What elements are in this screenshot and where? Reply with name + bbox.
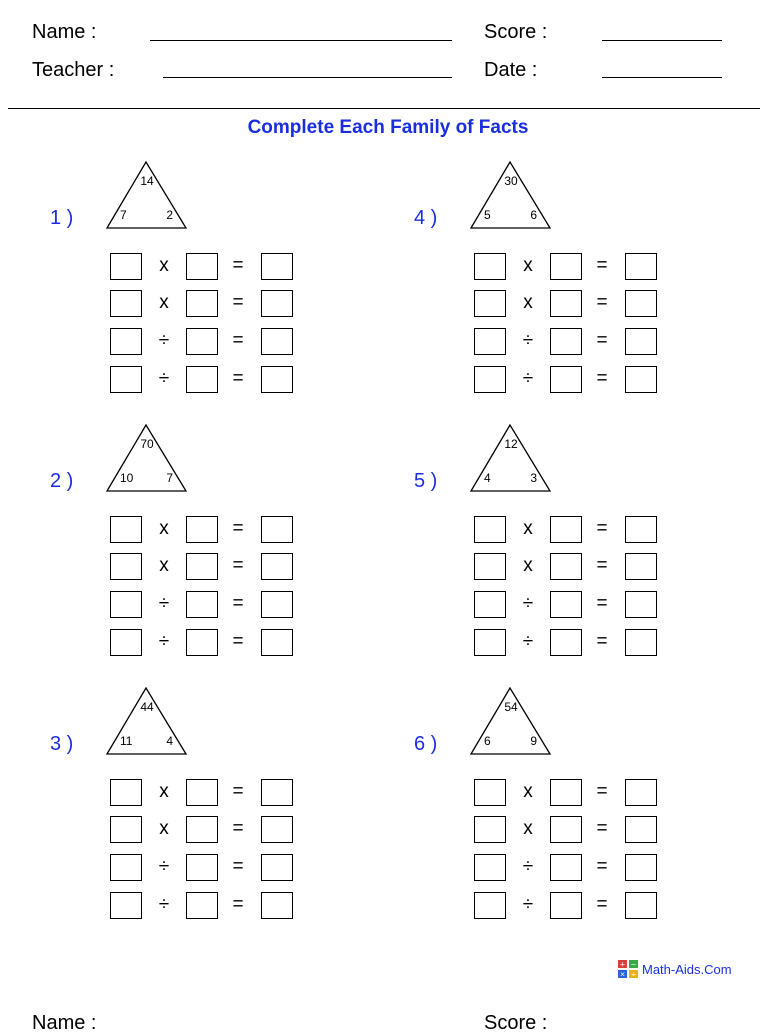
answer-box[interactable] [474, 516, 506, 543]
triangle-shape [104, 423, 189, 493]
next-page-name-label: Name : [32, 1012, 97, 1034]
answer-box[interactable] [550, 591, 582, 618]
svg-text:+: + [619, 960, 626, 969]
answer-box[interactable] [261, 854, 293, 881]
equals-sign: = [596, 856, 608, 877]
fact-equation-row [414, 366, 754, 394]
problem-6 [414, 686, 754, 926]
fact-triangle [468, 423, 553, 493]
answer-box[interactable] [110, 290, 142, 317]
answer-box[interactable] [625, 516, 657, 543]
operator: ÷ [158, 368, 170, 389]
answer-box[interactable] [625, 328, 657, 355]
triangle-shape [468, 423, 553, 493]
triangle-left-number: 10 [120, 471, 134, 485]
operator: ÷ [158, 593, 170, 614]
problem-1 [50, 160, 390, 400]
answer-box[interactable] [625, 854, 657, 881]
equals-sign: = [596, 292, 608, 313]
answer-box[interactable] [186, 892, 218, 919]
answer-box[interactable] [186, 290, 218, 317]
answer-box[interactable] [110, 553, 142, 580]
answer-box[interactable] [625, 591, 657, 618]
teacher-field-line[interactable] [163, 77, 452, 78]
answer-box[interactable] [186, 779, 218, 806]
answer-box[interactable] [186, 328, 218, 355]
answer-box[interactable] [474, 816, 506, 843]
answer-box[interactable] [550, 816, 582, 843]
fact-equation-row [50, 629, 390, 657]
operator: x [523, 518, 533, 539]
fact-equation-row [414, 779, 754, 807]
answer-box[interactable] [261, 366, 293, 393]
fact-triangle [468, 686, 553, 756]
operator: x [523, 292, 533, 313]
answer-box[interactable] [625, 366, 657, 393]
problem-2 [50, 423, 390, 663]
problem-3 [50, 686, 390, 926]
answer-box[interactable] [261, 779, 293, 806]
answer-box[interactable] [550, 253, 582, 280]
answer-box[interactable] [625, 253, 657, 280]
triangle-top-number: 12 [504, 437, 518, 451]
equals-sign: = [596, 593, 608, 614]
equals-sign: = [596, 631, 608, 652]
fact-equation-row [414, 591, 754, 619]
answer-box[interactable] [186, 253, 218, 280]
fact-equation-row [414, 253, 754, 281]
fact-equation-row [414, 328, 754, 356]
triangle-left-number: 5 [484, 208, 491, 222]
answer-box[interactable] [474, 854, 506, 881]
answer-box[interactable] [625, 779, 657, 806]
date-label: Date : [484, 59, 538, 81]
operator: ÷ [522, 631, 534, 652]
answer-box[interactable] [110, 854, 142, 881]
equals-sign: = [232, 781, 244, 802]
answer-box[interactable] [186, 629, 218, 656]
problem-number: 2 ) [50, 470, 74, 492]
operator: x [523, 781, 533, 802]
fact-equation-row [414, 892, 754, 920]
equals-sign: = [596, 894, 608, 915]
operator: x [523, 255, 533, 276]
operator: ÷ [522, 856, 534, 877]
answer-box[interactable] [474, 779, 506, 806]
answer-box[interactable] [474, 591, 506, 618]
score-field-line[interactable] [602, 40, 722, 41]
fact-triangle [104, 160, 189, 230]
answer-box[interactable] [550, 366, 582, 393]
problem-number: 5 ) [414, 470, 438, 492]
answer-box[interactable] [474, 290, 506, 317]
answer-box[interactable] [625, 892, 657, 919]
operator: ÷ [158, 856, 170, 877]
answer-box[interactable] [110, 629, 142, 656]
fact-equation-row [50, 366, 390, 394]
equals-sign: = [232, 555, 244, 576]
answer-box[interactable] [186, 816, 218, 843]
answer-box[interactable] [550, 516, 582, 543]
fact-equation-row [50, 516, 390, 544]
fact-equation-row [50, 328, 390, 356]
fact-equation-row [50, 253, 390, 281]
answer-box[interactable] [474, 328, 506, 355]
fact-equation-row [50, 816, 390, 844]
operator: x [159, 781, 169, 802]
triangle-left-number: 6 [484, 734, 491, 748]
answer-box[interactable] [261, 290, 293, 317]
fact-equation-row [414, 816, 754, 844]
equals-sign: = [232, 818, 244, 839]
answer-box[interactable] [186, 516, 218, 543]
answer-box[interactable] [550, 328, 582, 355]
answer-box[interactable] [261, 591, 293, 618]
answer-box[interactable] [261, 253, 293, 280]
brand-footer [618, 960, 732, 981]
problem-number: 3 ) [50, 733, 74, 755]
fact-equation-row [414, 854, 754, 882]
answer-box[interactable] [110, 591, 142, 618]
triangle-shape [468, 686, 553, 756]
triangle-top-number: 44 [140, 700, 154, 714]
name-label: Name : [32, 21, 97, 43]
date-field-line[interactable] [602, 77, 722, 78]
answer-box[interactable] [110, 516, 142, 543]
equals-sign: = [232, 593, 244, 614]
answer-box[interactable] [550, 892, 582, 919]
answer-box[interactable] [261, 816, 293, 843]
answer-box[interactable] [261, 892, 293, 919]
fact-equation-row [50, 591, 390, 619]
svg-text:×: × [619, 970, 626, 978]
teacher-label: Teacher : [32, 59, 115, 81]
answer-box[interactable] [474, 553, 506, 580]
equals-sign: = [596, 255, 608, 276]
equals-sign: = [596, 555, 608, 576]
answer-box[interactable] [261, 553, 293, 580]
next-page-score-label: Score : [484, 1012, 548, 1034]
operator: x [523, 555, 533, 576]
equals-sign: = [232, 518, 244, 539]
triangle-shape [104, 160, 189, 230]
fact-equation-row [414, 553, 754, 581]
operator: ÷ [158, 330, 170, 351]
triangle-right-number: 9 [530, 734, 537, 748]
fact-equation-row [50, 290, 390, 318]
fact-triangle [468, 160, 553, 230]
equals-sign: = [232, 368, 244, 389]
problem-number: 1 ) [50, 207, 74, 229]
answer-box[interactable] [110, 366, 142, 393]
triangle-top-number: 70 [140, 437, 154, 451]
triangle-shape [468, 160, 553, 230]
name-field-line[interactable] [150, 40, 452, 41]
problem-number: 4 ) [414, 207, 438, 229]
triangle-left-number: 11 [120, 734, 133, 748]
fact-equation-row [50, 553, 390, 581]
fact-triangle [104, 686, 189, 756]
triangle-left-number: 4 [484, 471, 491, 485]
calculator-grid-icon [618, 960, 638, 981]
answer-box[interactable] [625, 629, 657, 656]
answer-box[interactable] [474, 366, 506, 393]
answer-box[interactable] [625, 553, 657, 580]
answer-box[interactable] [110, 253, 142, 280]
operator: ÷ [522, 894, 534, 915]
operator: x [159, 555, 169, 576]
fact-equation-row [50, 779, 390, 807]
equals-sign: = [596, 781, 608, 802]
answer-box[interactable] [186, 366, 218, 393]
worksheet-title: Complete Each Family of Facts [247, 117, 529, 138]
equals-sign: = [232, 330, 244, 351]
operator: x [523, 818, 533, 839]
triangle-shape [104, 686, 189, 756]
answer-box[interactable] [625, 816, 657, 843]
fact-equation-row [414, 516, 754, 544]
operator: ÷ [522, 330, 534, 351]
answer-box[interactable] [550, 290, 582, 317]
operator: ÷ [522, 593, 534, 614]
equals-sign: = [232, 292, 244, 313]
answer-box[interactable] [550, 779, 582, 806]
answer-box[interactable] [110, 779, 142, 806]
answer-box[interactable] [474, 253, 506, 280]
triangle-right-number: 6 [530, 208, 537, 222]
svg-text:÷: ÷ [630, 970, 637, 978]
answer-box[interactable] [186, 591, 218, 618]
answer-box[interactable] [625, 290, 657, 317]
problem-number: 6 ) [414, 733, 438, 755]
answer-box[interactable] [186, 553, 218, 580]
equals-sign: = [596, 330, 608, 351]
fact-equation-row [414, 290, 754, 318]
answer-box[interactable] [550, 553, 582, 580]
fact-equation-row [50, 854, 390, 882]
equals-sign: = [232, 631, 244, 652]
svg-text:−: − [630, 960, 637, 969]
operator: ÷ [158, 631, 170, 652]
fact-equation-row [414, 629, 754, 657]
answer-box[interactable] [474, 892, 506, 919]
problem-5 [414, 423, 754, 663]
header-divider [8, 108, 760, 109]
triangle-right-number: 7 [166, 471, 173, 485]
equals-sign: = [232, 894, 244, 915]
answer-box[interactable] [261, 328, 293, 355]
operator: ÷ [522, 368, 534, 389]
operator: x [159, 292, 169, 313]
operator: ÷ [158, 894, 170, 915]
operator: x [159, 255, 169, 276]
answer-box[interactable] [550, 854, 582, 881]
equals-sign: = [596, 818, 608, 839]
problem-4 [414, 160, 754, 400]
answer-box[interactable] [261, 516, 293, 543]
triangle-left-number: 7 [120, 208, 127, 222]
answer-box[interactable] [110, 892, 142, 919]
fact-equation-row [50, 892, 390, 920]
triangle-right-number: 3 [530, 471, 537, 485]
equals-sign: = [596, 518, 608, 539]
operator: x [159, 518, 169, 539]
triangle-top-number: 54 [504, 700, 518, 714]
fact-triangle [104, 423, 189, 493]
answer-box[interactable] [186, 854, 218, 881]
triangle-top-number: 30 [504, 174, 518, 188]
answer-box[interactable] [110, 816, 142, 843]
triangle-right-number: 2 [166, 208, 173, 222]
answer-box[interactable] [110, 328, 142, 355]
answer-box[interactable] [474, 629, 506, 656]
equals-sign: = [596, 368, 608, 389]
triangle-right-number: 4 [166, 734, 173, 748]
score-label: Score : [484, 21, 548, 43]
answer-box[interactable] [261, 629, 293, 656]
answer-box[interactable] [550, 629, 582, 656]
operator: x [159, 818, 169, 839]
triangle-top-number: 14 [140, 174, 154, 188]
equals-sign: = [232, 255, 244, 276]
brand-name: Math-Aids.Com [642, 961, 732, 977]
equals-sign: = [232, 856, 244, 877]
